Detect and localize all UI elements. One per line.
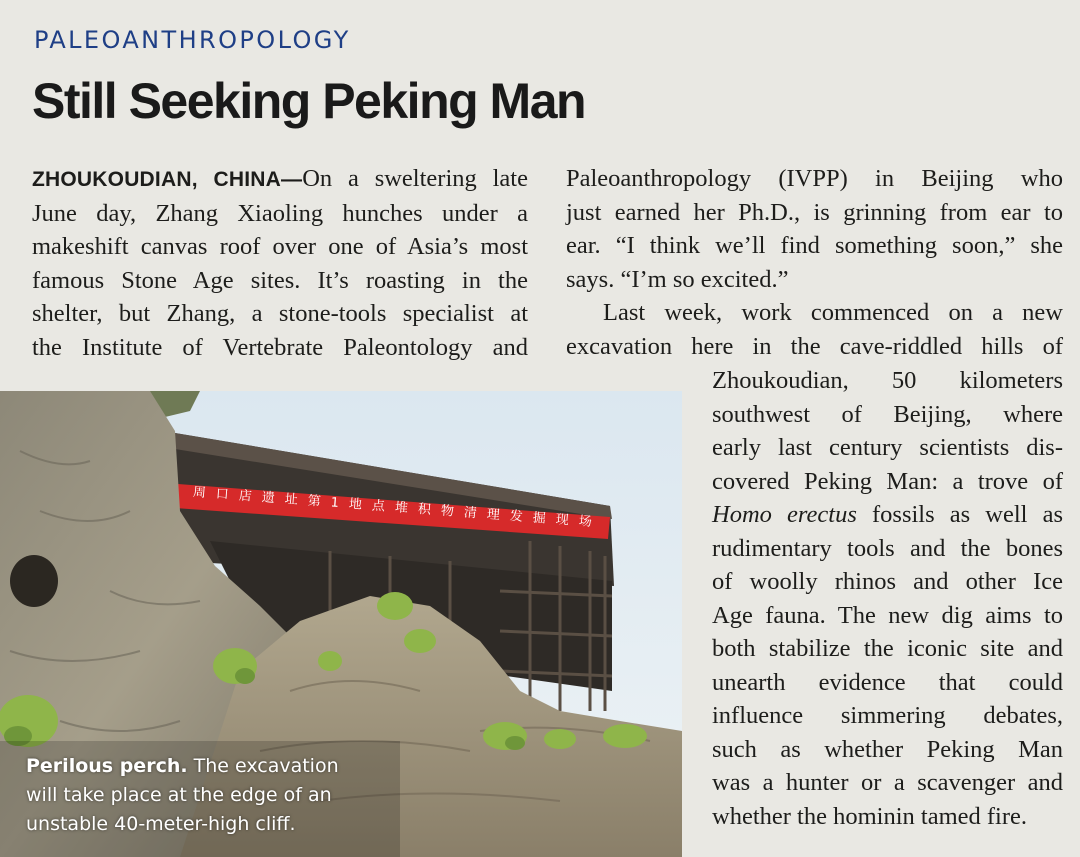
article-line: excavation here in the cave-riddled hills of <box>566 332 1063 360</box>
caption-line: will take place at the edge of an <box>26 784 332 806</box>
cave-opening <box>10 555 58 607</box>
article-line: whether the hominin tamed fire. <box>712 802 1027 830</box>
article-line: both stabilize the iconic site and <box>712 635 1063 662</box>
article-line: unearth evidence that could <box>712 668 1063 696</box>
article-line: Zhoukoudian, 50 kilometers <box>712 367 1063 394</box>
article-column-right-bottom <box>712 364 1063 833</box>
section-kicker: PALEOANTHROPOLOGY <box>34 26 351 54</box>
article-text: fossils as well as <box>872 501 1064 528</box>
article-line: makeshift canvas roof over one of Asia’s most <box>32 233 528 260</box>
italic-term: Homo erectus <box>712 501 857 528</box>
article-line: June day, Zhang Xiaoling hunches under a <box>32 199 528 227</box>
caption-lead: Perilous perch. <box>26 755 188 777</box>
article-line: Paleoanthropology (IVPP) in Beijing who <box>566 165 1063 192</box>
dateline: ZHOUKOUDIAN, CHINA— <box>32 168 303 191</box>
article-text: On a sweltering late <box>302 165 528 192</box>
photo-caption <box>26 752 386 839</box>
article-line <box>712 498 1063 532</box>
article-line: such as whether Peking Man <box>712 735 1063 763</box>
article-line: of woolly rhinos and other Ice <box>712 568 1063 595</box>
article-line: Age fauna. The new dig aims to <box>712 601 1063 629</box>
article-line: says. “I’m so excited.” <box>566 265 789 293</box>
article-line: famous Stone Age sites. It’s roasting in the <box>32 266 528 294</box>
article-line: ear. “I think we’ll find something soon,” she <box>566 232 1063 259</box>
article-line: just earned her Ph.D., is grinning from ear to <box>566 198 1063 226</box>
caption-line: unstable 40-meter-high cliff. <box>26 813 296 835</box>
article-line: southwest of Beijing, where <box>712 400 1063 428</box>
article-line: covered Peking Man: a trove of <box>712 467 1063 495</box>
article-column-left <box>32 162 528 364</box>
caption-text: The excavation <box>187 755 339 777</box>
article-column-right-top <box>566 162 1063 363</box>
caption-line <box>26 752 386 781</box>
article-line: early last century scientists dis- <box>712 434 1063 461</box>
article-line <box>32 162 528 197</box>
article-line: rudimentary tools and the bones <box>712 534 1063 562</box>
headline: Still Seeking Peking Man <box>32 73 586 129</box>
article-line: the Institute of Vertebrate Paleontology and <box>32 333 528 361</box>
article-line: influence simmering debates, <box>712 702 1063 729</box>
article-line: Last week, work commenced on a new <box>603 299 1063 326</box>
banner-text: 周口店遗址第1地点堆积物清理发掘现场 <box>192 485 593 530</box>
article-line: was a hunter or a scavenger and <box>712 769 1063 796</box>
article-line: shelter, but Zhang, a stone-tools specialist at <box>32 300 528 327</box>
